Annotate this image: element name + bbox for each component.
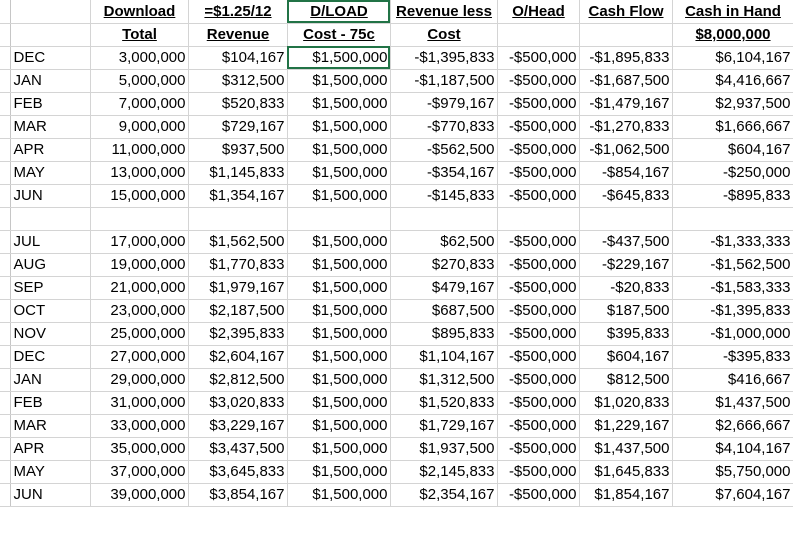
- header-cell[interactable]: Cash Flow: [579, 0, 672, 23]
- header-cell[interactable]: $8,000,000: [672, 23, 793, 46]
- value-cell[interactable]: $1,437,500: [579, 437, 672, 460]
- month-cell[interactable]: MAY: [10, 460, 90, 483]
- value-cell[interactable]: -$895,833: [672, 184, 793, 207]
- month-cell[interactable]: FEB: [10, 92, 90, 115]
- value-cell[interactable]: 3,000,000: [90, 46, 188, 69]
- value-cell[interactable]: $1,500,000: [287, 46, 390, 69]
- value-cell[interactable]: $4,104,167: [672, 437, 793, 460]
- value-cell[interactable]: -$500,000: [497, 69, 579, 92]
- value-cell[interactable]: -$20,833: [579, 276, 672, 299]
- table-row: [0, 299, 793, 322]
- value-cell[interactable]: -$1,187,500: [390, 69, 497, 92]
- row-header[interactable]: [0, 391, 10, 414]
- value-cell[interactable]: $1,500,000: [287, 184, 390, 207]
- value-cell[interactable]: 35,000,000: [90, 437, 188, 460]
- value-cell[interactable]: 9,000,000: [90, 115, 188, 138]
- value-cell[interactable]: 33,000,000: [90, 414, 188, 437]
- row-header[interactable]: [0, 184, 10, 207]
- value-cell[interactable]: $1,145,833: [188, 161, 287, 184]
- value-cell[interactable]: $1,500,000: [287, 253, 390, 276]
- value-cell[interactable]: 7,000,000: [90, 92, 188, 115]
- value-cell[interactable]: $4,416,667: [672, 69, 793, 92]
- blank-cell[interactable]: [10, 207, 90, 230]
- value-cell[interactable]: -$1,479,167: [579, 92, 672, 115]
- blank-row: [0, 207, 793, 230]
- value-cell[interactable]: $1,500,000: [287, 92, 390, 115]
- value-cell[interactable]: -$1,000,000: [672, 322, 793, 345]
- value-cell[interactable]: $2,354,167: [390, 483, 497, 506]
- value-cell[interactable]: $187,500: [579, 299, 672, 322]
- row-header[interactable]: [0, 322, 10, 345]
- value-cell[interactable]: -$645,833: [579, 184, 672, 207]
- table-row: [0, 92, 793, 115]
- value-cell[interactable]: -$395,833: [672, 345, 793, 368]
- value-cell[interactable]: $1,229,167: [579, 414, 672, 437]
- month-cell[interactable]: JUN: [10, 184, 90, 207]
- value-cell[interactable]: $1,500,000: [287, 161, 390, 184]
- header-cell[interactable]: Cash in Hand: [672, 0, 793, 23]
- value-cell[interactable]: $312,500: [188, 69, 287, 92]
- value-cell[interactable]: 27,000,000: [90, 345, 188, 368]
- value-cell[interactable]: -$500,000: [497, 460, 579, 483]
- value-cell[interactable]: -$1,333,333: [672, 230, 793, 253]
- row-header[interactable]: [0, 69, 10, 92]
- value-cell[interactable]: $1,500,000: [287, 414, 390, 437]
- value-cell[interactable]: $895,833: [390, 322, 497, 345]
- value-cell[interactable]: -$250,000: [672, 161, 793, 184]
- value-cell[interactable]: -$145,833: [390, 184, 497, 207]
- header-cell[interactable]: D/LOAD: [287, 0, 390, 23]
- value-cell[interactable]: -$500,000: [497, 92, 579, 115]
- value-cell[interactable]: 25,000,000: [90, 322, 188, 345]
- value-cell[interactable]: $5,750,000: [672, 460, 793, 483]
- table-row: [0, 437, 793, 460]
- table-row: [0, 184, 793, 207]
- value-cell[interactable]: $1,770,833: [188, 253, 287, 276]
- value-cell[interactable]: $1,500,000: [287, 69, 390, 92]
- value-cell[interactable]: -$500,000: [497, 414, 579, 437]
- value-cell[interactable]: $2,604,167: [188, 345, 287, 368]
- value-cell[interactable]: -$770,833: [390, 115, 497, 138]
- value-cell[interactable]: $1,500,000: [287, 345, 390, 368]
- blank-cell[interactable]: [672, 207, 793, 230]
- row-header[interactable]: [0, 23, 10, 46]
- month-cell[interactable]: FEB: [10, 391, 90, 414]
- value-cell[interactable]: $1,937,500: [390, 437, 497, 460]
- value-cell[interactable]: $3,645,833: [188, 460, 287, 483]
- value-cell[interactable]: $2,937,500: [672, 92, 793, 115]
- blank-cell[interactable]: [579, 207, 672, 230]
- value-cell[interactable]: 23,000,000: [90, 299, 188, 322]
- value-cell[interactable]: $2,812,500: [188, 368, 287, 391]
- table-row: [0, 46, 793, 69]
- row-header[interactable]: [0, 276, 10, 299]
- value-cell[interactable]: $1,729,167: [390, 414, 497, 437]
- row-header[interactable]: [0, 92, 10, 115]
- row-header[interactable]: [0, 345, 10, 368]
- value-cell[interactable]: $1,500,000: [287, 138, 390, 161]
- value-cell[interactable]: -$500,000: [497, 138, 579, 161]
- header-cell[interactable]: Total: [90, 23, 188, 46]
- value-cell[interactable]: -$854,167: [579, 161, 672, 184]
- value-cell[interactable]: $1,500,000: [287, 460, 390, 483]
- value-cell[interactable]: -$354,167: [390, 161, 497, 184]
- value-cell[interactable]: 21,000,000: [90, 276, 188, 299]
- table-row: [0, 483, 793, 506]
- value-cell[interactable]: -$1,895,833: [579, 46, 672, 69]
- value-cell[interactable]: -$500,000: [497, 299, 579, 322]
- month-cell[interactable]: DEC: [10, 345, 90, 368]
- value-cell[interactable]: $1,354,167: [188, 184, 287, 207]
- month-cell[interactable]: NOV: [10, 322, 90, 345]
- table-row: [0, 69, 793, 92]
- table-row: [0, 115, 793, 138]
- value-cell[interactable]: 19,000,000: [90, 253, 188, 276]
- value-cell[interactable]: $2,395,833: [188, 322, 287, 345]
- row-header[interactable]: [0, 414, 10, 437]
- value-cell[interactable]: -$500,000: [497, 483, 579, 506]
- value-cell[interactable]: 39,000,000: [90, 483, 188, 506]
- header-cell[interactable]: Revenue: [188, 23, 287, 46]
- header-cell[interactable]: Download: [90, 0, 188, 23]
- value-cell[interactable]: $479,167: [390, 276, 497, 299]
- header-cell[interactable]: Revenue less: [390, 0, 497, 23]
- row-header[interactable]: [0, 483, 10, 506]
- row-header[interactable]: [0, 0, 10, 23]
- value-cell[interactable]: -$1,687,500: [579, 69, 672, 92]
- row-header[interactable]: [0, 460, 10, 483]
- value-cell[interactable]: 29,000,000: [90, 368, 188, 391]
- value-cell[interactable]: $1,500,000: [287, 299, 390, 322]
- value-cell[interactable]: $729,167: [188, 115, 287, 138]
- value-cell[interactable]: 17,000,000: [90, 230, 188, 253]
- value-cell[interactable]: -$979,167: [390, 92, 497, 115]
- value-cell[interactable]: $2,666,667: [672, 414, 793, 437]
- value-cell[interactable]: -$500,000: [497, 115, 579, 138]
- row-header[interactable]: [0, 46, 10, 69]
- value-cell[interactable]: $104,167: [188, 46, 287, 69]
- header-row: [0, 0, 793, 23]
- value-cell[interactable]: $3,229,167: [188, 414, 287, 437]
- table-row: [0, 368, 793, 391]
- month-cell[interactable]: JUL: [10, 230, 90, 253]
- value-cell[interactable]: -$500,000: [497, 322, 579, 345]
- value-cell[interactable]: $1,520,833: [390, 391, 497, 414]
- row-header[interactable]: [0, 299, 10, 322]
- row-header[interactable]: [0, 368, 10, 391]
- month-cell[interactable]: JUN: [10, 483, 90, 506]
- value-cell[interactable]: 31,000,000: [90, 391, 188, 414]
- header-cell[interactable]: O/Head: [497, 0, 579, 23]
- value-cell[interactable]: 11,000,000: [90, 138, 188, 161]
- header-cell[interactable]: Cost - 75c: [287, 23, 390, 46]
- row-header[interactable]: [0, 437, 10, 460]
- value-cell[interactable]: -$500,000: [497, 437, 579, 460]
- value-cell[interactable]: $7,604,167: [672, 483, 793, 506]
- month-cell[interactable]: DEC: [10, 46, 90, 69]
- month-cell[interactable]: OCT: [10, 299, 90, 322]
- value-cell[interactable]: -$500,000: [497, 230, 579, 253]
- value-cell[interactable]: $1,979,167: [188, 276, 287, 299]
- header-cell[interactable]: [10, 23, 90, 46]
- table-row: [0, 391, 793, 414]
- value-cell[interactable]: $1,500,000: [287, 391, 390, 414]
- blank-cell[interactable]: [497, 207, 579, 230]
- value-cell[interactable]: $1,500,000: [287, 115, 390, 138]
- value-cell[interactable]: -$437,500: [579, 230, 672, 253]
- value-cell[interactable]: $520,833: [188, 92, 287, 115]
- value-cell[interactable]: $6,104,167: [672, 46, 793, 69]
- row-header[interactable]: [0, 230, 10, 253]
- value-cell[interactable]: $1,500,000: [287, 230, 390, 253]
- value-cell[interactable]: $812,500: [579, 368, 672, 391]
- month-cell[interactable]: JAN: [10, 69, 90, 92]
- value-cell[interactable]: $1,666,667: [672, 115, 793, 138]
- header-cell[interactable]: [10, 0, 90, 23]
- value-cell[interactable]: $270,833: [390, 253, 497, 276]
- value-cell[interactable]: -$500,000: [497, 161, 579, 184]
- value-cell[interactable]: -$500,000: [497, 276, 579, 299]
- header-cell[interactable]: Cost: [390, 23, 497, 46]
- value-cell[interactable]: $395,833: [579, 322, 672, 345]
- table-row: [0, 460, 793, 483]
- value-cell[interactable]: -$1,395,833: [390, 46, 497, 69]
- header-cell[interactable]: [497, 23, 579, 46]
- month-cell[interactable]: MAR: [10, 414, 90, 437]
- value-cell[interactable]: -$1,395,833: [672, 299, 793, 322]
- value-cell[interactable]: $1,020,833: [579, 391, 672, 414]
- table-row: [0, 322, 793, 345]
- month-cell[interactable]: MAR: [10, 115, 90, 138]
- value-cell[interactable]: -$500,000: [497, 46, 579, 69]
- blank-cell[interactable]: [188, 207, 287, 230]
- value-cell[interactable]: -$500,000: [497, 391, 579, 414]
- row-header[interactable]: [0, 115, 10, 138]
- table-row: [0, 161, 793, 184]
- row-header[interactable]: [0, 138, 10, 161]
- month-cell[interactable]: AUG: [10, 253, 90, 276]
- blank-cell[interactable]: [90, 207, 188, 230]
- value-cell[interactable]: $937,500: [188, 138, 287, 161]
- value-cell[interactable]: $1,500,000: [287, 437, 390, 460]
- value-cell[interactable]: $604,167: [579, 345, 672, 368]
- value-cell[interactable]: $1,500,000: [287, 368, 390, 391]
- month-cell[interactable]: APR: [10, 138, 90, 161]
- value-cell[interactable]: -$1,062,500: [579, 138, 672, 161]
- value-cell[interactable]: $2,145,833: [390, 460, 497, 483]
- value-cell[interactable]: $1,500,000: [287, 276, 390, 299]
- value-cell[interactable]: $1,562,500: [188, 230, 287, 253]
- month-cell[interactable]: JAN: [10, 368, 90, 391]
- table-row: [0, 276, 793, 299]
- value-cell[interactable]: $2,187,500: [188, 299, 287, 322]
- value-cell[interactable]: 5,000,000: [90, 69, 188, 92]
- table-row: [0, 253, 793, 276]
- value-cell[interactable]: -$1,270,833: [579, 115, 672, 138]
- value-cell[interactable]: -$500,000: [497, 368, 579, 391]
- header-row: [0, 23, 793, 46]
- row-header[interactable]: [0, 253, 10, 276]
- table-row: [0, 138, 793, 161]
- value-cell[interactable]: -$500,000: [497, 184, 579, 207]
- value-cell[interactable]: $604,167: [672, 138, 793, 161]
- month-cell[interactable]: SEP: [10, 276, 90, 299]
- value-cell[interactable]: $687,500: [390, 299, 497, 322]
- value-cell[interactable]: 15,000,000: [90, 184, 188, 207]
- month-cell[interactable]: MAY: [10, 161, 90, 184]
- value-cell[interactable]: $62,500: [390, 230, 497, 253]
- value-cell[interactable]: $1,500,000: [287, 322, 390, 345]
- value-cell[interactable]: $416,667: [672, 368, 793, 391]
- value-cell[interactable]: $3,020,833: [188, 391, 287, 414]
- value-cell[interactable]: $1,500,000: [287, 483, 390, 506]
- table-row: [0, 345, 793, 368]
- value-cell[interactable]: -$229,167: [579, 253, 672, 276]
- month-cell[interactable]: APR: [10, 437, 90, 460]
- value-cell[interactable]: $1,437,500: [672, 391, 793, 414]
- value-cell[interactable]: 13,000,000: [90, 161, 188, 184]
- table-row: [0, 414, 793, 437]
- value-cell[interactable]: $1,104,167: [390, 345, 497, 368]
- row-header[interactable]: [0, 161, 10, 184]
- value-cell[interactable]: -$500,000: [497, 253, 579, 276]
- value-cell[interactable]: $1,645,833: [579, 460, 672, 483]
- value-cell[interactable]: $1,854,167: [579, 483, 672, 506]
- value-cell[interactable]: $3,437,500: [188, 437, 287, 460]
- value-cell[interactable]: -$562,500: [390, 138, 497, 161]
- row-header[interactable]: [0, 207, 10, 230]
- value-cell[interactable]: $3,854,167: [188, 483, 287, 506]
- value-cell[interactable]: 37,000,000: [90, 460, 188, 483]
- header-cell[interactable]: =$1.25/12: [188, 0, 287, 23]
- value-cell[interactable]: -$1,562,500: [672, 253, 793, 276]
- blank-cell[interactable]: [287, 207, 390, 230]
- value-cell[interactable]: -$1,583,333: [672, 276, 793, 299]
- value-cell[interactable]: -$500,000: [497, 345, 579, 368]
- table-row: [0, 230, 793, 253]
- blank-cell[interactable]: [390, 207, 497, 230]
- header-cell[interactable]: [579, 23, 672, 46]
- value-cell[interactable]: $1,312,500: [390, 368, 497, 391]
